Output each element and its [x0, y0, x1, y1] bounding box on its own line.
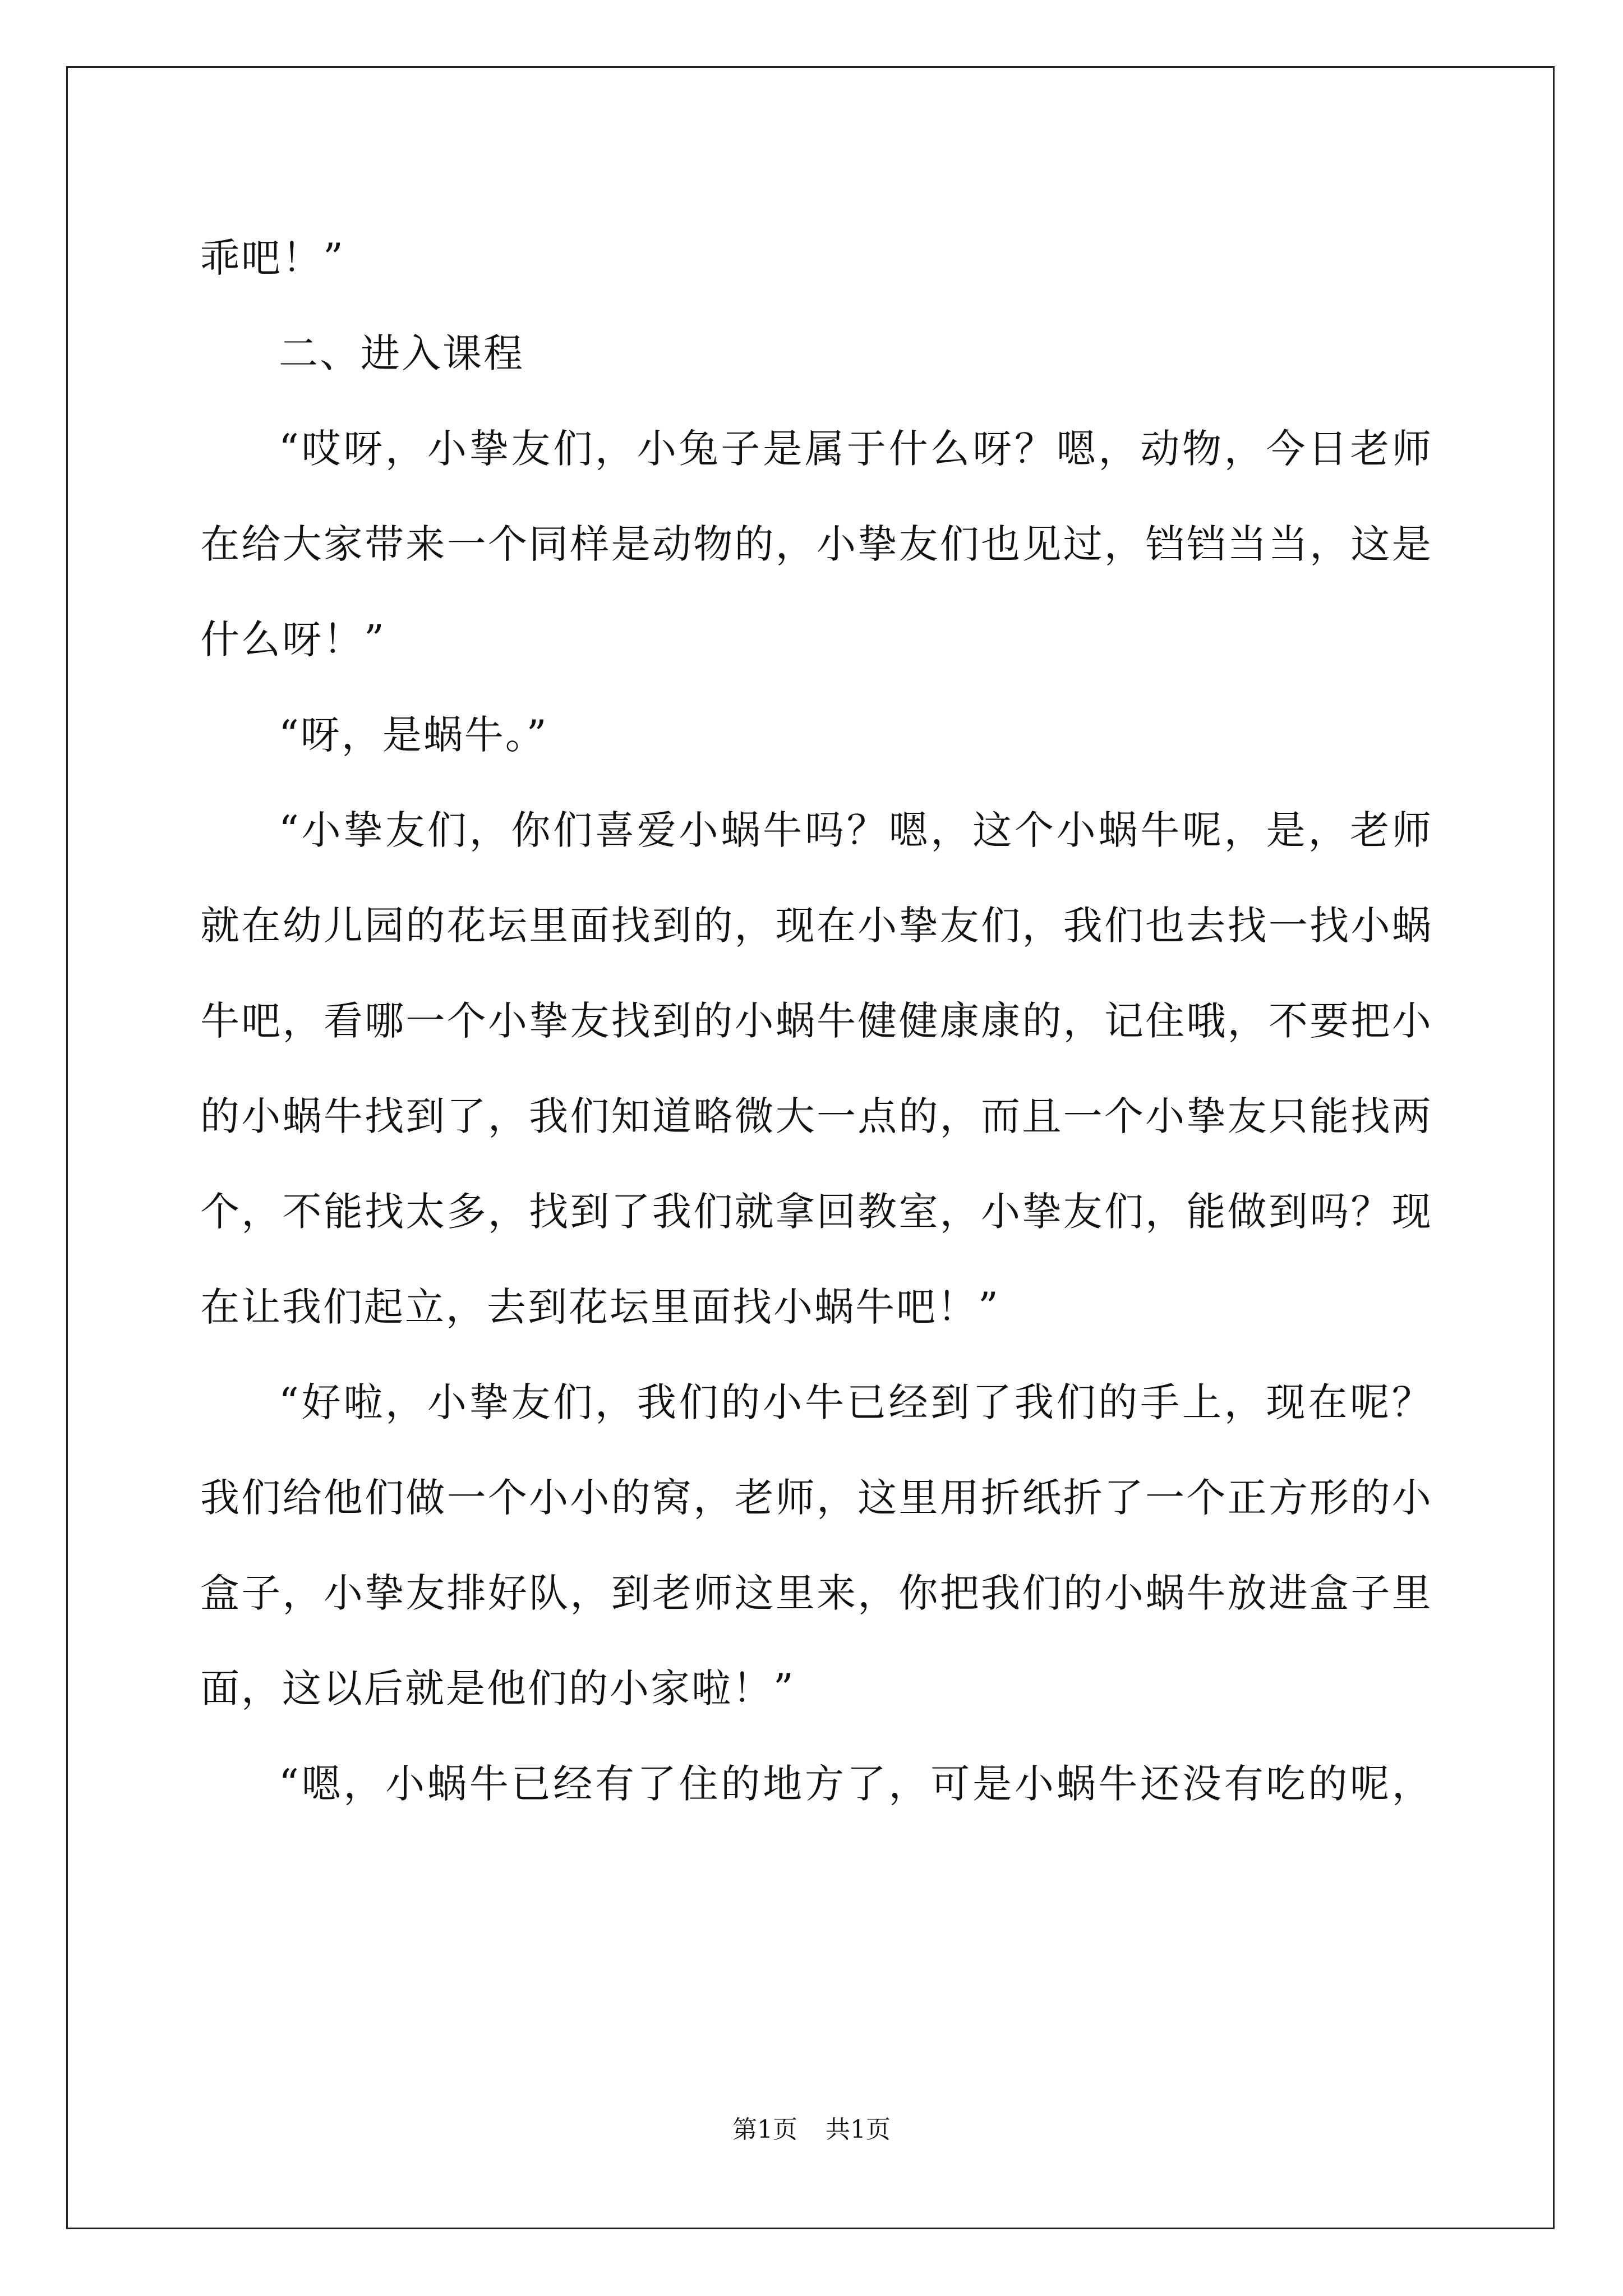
text-line: “ 哎 呀 ， 小 挚 友 们 ， 小 兔 子 是 属 于 什 么 呀 ？ 嗯 ， 动 物 ， 今 日 老 师: [279, 426, 1431, 472]
text-line: 面，这以后就是他们的小家啦！”: [200, 1665, 795, 1711]
text-line: 在让我们起立，去到花坛里面找小蜗牛吧！”: [200, 1284, 1000, 1330]
text-line: “ 小 挚 友 们 ， 你 们 喜 爱 小 蜗 牛 吗 ？ 嗯 ， 这 个 小 蜗 牛 呢 ， 是 ， 老 师: [279, 807, 1431, 853]
text-line: 二、进入课程: [279, 330, 524, 376]
text-line: 盒 子 ， 小 挚 友 排 好 队 ， 到 老 师 这 里 来 ， 你 把 我 们 的 小 蜗 牛 放 进 盒 子 里: [200, 1570, 1431, 1616]
text-line: “呀，是蜗牛。”: [279, 712, 548, 758]
text-line: 牛 吧 ， 看 哪 一 个 小 挚 友 找 到 的 小 蜗 牛 健 健 康 康 的 ， 记 住 哦 ， 不 要 把 小: [200, 998, 1431, 1044]
page-footer: [0, 2109, 1623, 2145]
text-line: 在 给 大 家 带 来 一 个 同 样 是 动 物 的 ， 小 挚 友 们 也 见 过 ， 铛 铛 当 当 ， 这 是: [200, 521, 1431, 567]
text-line: 我 们 给 他 们 做 一 个 小 小 的 窝 ， 老 师 ， 这 里 用 折 纸 折 了 一 个 正 方 形 的 小: [200, 1475, 1431, 1521]
page-total: 共1页: [826, 2115, 891, 2144]
text-line: 就 在 幼 儿 园 的 花 坛 里 面 找 到 的 ， 现 在 小 挚 友 们 ， 我 们 也 去 找 一 找 小 蜗: [200, 903, 1431, 949]
document-body: [200, 210, 1431, 1832]
text-line: 个 ， 不 能 找 太 多 ， 找 到 了 我 们 就 拿 回 教 室 ， 小 挚 友 们 ， 能 做 到 吗 ？ 现: [200, 1189, 1431, 1235]
text-line: 什么呀！”: [200, 616, 386, 662]
text-line: “ 嗯 ， 小 蜗 牛 已 经 有 了 住 的 地 方 了 ， 可 是 小 蜗 牛 还 没 有 吃 的 呢 ，: [279, 1761, 1431, 1807]
text-line: 的 小 蜗 牛 找 到 了 ， 我 们 知 道 略 微 大 一 点 的 ， 而 且 一 个 小 挚 友 只 能 找 两: [200, 1093, 1431, 1139]
page-number: 第1页: [732, 2115, 797, 2144]
text-line: “ 好 啦 ， 小 挚 友 们 ， 我 们 的 小 牛 已 经 到 了 我 们 的 手 上 ， 现 在 呢 ？: [279, 1379, 1431, 1425]
text-line: 乖吧！”: [200, 235, 345, 281]
